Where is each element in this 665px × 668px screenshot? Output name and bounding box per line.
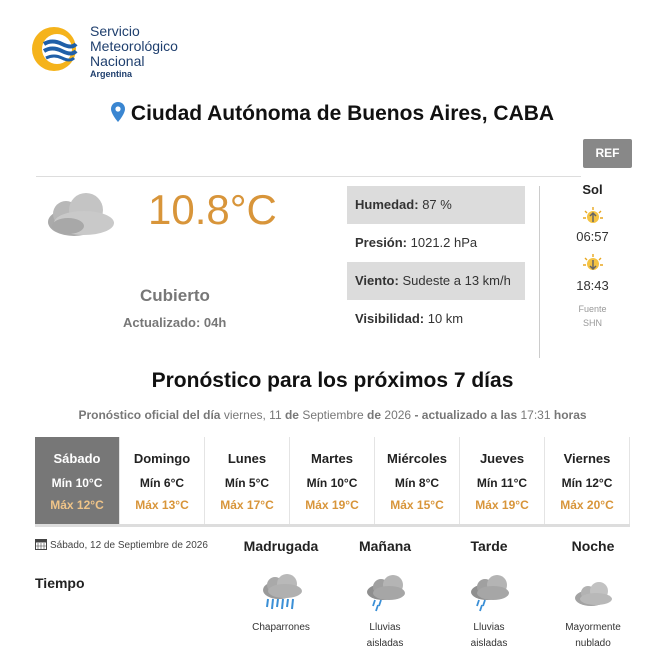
heavy-rain-cloud-icon <box>259 574 303 614</box>
condition-madrugada: Chaparrones <box>231 574 331 636</box>
source-label: Fuente <box>578 304 607 314</box>
selected-date: Sábado, 12 de Septiembre de 2026 <box>35 538 208 551</box>
location-name: Ciudad Autónoma de Buenos Aires, CABA <box>130 102 555 125</box>
location-title <box>0 102 665 126</box>
condition-manana: Lluvias aisladas <box>335 574 435 652</box>
forecast-title: Pronóstico para los próximos 7 días <box>151 369 514 392</box>
divider <box>36 176 581 177</box>
updated-time: Actualizado: 04h <box>123 315 227 330</box>
logo-line4: Argentina <box>90 69 133 79</box>
divider-vertical <box>539 186 540 358</box>
day-tab-saturday[interactable]: Sábado Mín 10°C Máx 12°C <box>35 437 120 524</box>
day-tab-sunday[interactable]: Domingo Mín 6°C Máx 13°C <box>120 437 205 524</box>
day-tab-thursday[interactable]: Jueves Mín 11°C Máx 19°C <box>460 437 545 524</box>
day-tab-tuesday[interactable]: Martes Mín 10°C Máx 19°C <box>290 437 375 524</box>
stat-pressure: Presión: 1021.2 hPa <box>355 235 478 250</box>
logo-line2: Meteorológico <box>90 38 178 54</box>
current-condition: Cubierto <box>140 286 210 305</box>
day-tab-friday[interactable]: Viernes Mín 12°C Máx 20°C <box>545 437 630 524</box>
cloud-icon <box>571 574 615 614</box>
day-tab-wednesday[interactable]: Miércoles Mín 8°C Máx 15°C <box>375 437 460 524</box>
stat-wind: Viento: Sudeste a 13 km/h <box>347 262 525 300</box>
condition-noche: Mayormente nublado <box>543 574 643 652</box>
tiempo-label: Tiempo <box>35 575 85 591</box>
stats-panel <box>347 186 525 338</box>
logo-line3: Nacional <box>90 53 145 69</box>
logo-line1: Servicio <box>90 23 140 39</box>
sunset-time: 18:43 <box>576 278 609 293</box>
condition-tarde: Lluvias aisladas <box>439 574 539 652</box>
day-tab-monday[interactable]: Lunes Mín 5°C Máx 17°C <box>205 437 290 524</box>
rain-cloud-icon <box>467 574 511 614</box>
rain-cloud-icon <box>363 574 407 614</box>
sunrise-time: 06:57 <box>576 229 609 244</box>
forecast-subtitle: Pronóstico oficial del día viernes, 11 de Septiembre de 2026 - actualizado a las 17:31 horas <box>78 408 587 422</box>
location-pin-icon <box>111 102 125 122</box>
days-tabs <box>35 437 630 527</box>
smn-logo-icon <box>30 24 80 74</box>
period-manana: Mañana <box>358 538 412 554</box>
sun-title: Sol <box>582 182 603 197</box>
sun-panel <box>565 182 620 329</box>
calendar-icon <box>35 538 47 550</box>
cloud-icon <box>44 190 116 238</box>
period-noche: Noche <box>571 538 615 554</box>
period-madrugada: Madrugada <box>243 538 319 554</box>
stat-humidity: Humedad: 87 % <box>347 186 525 224</box>
current-temperature: 10.8°C <box>148 186 277 233</box>
sunrise-icon <box>582 205 604 225</box>
ref-button[interactable]: REF <box>583 139 632 168</box>
period-tarde: Tarde <box>470 538 508 554</box>
sunset-icon <box>582 254 604 274</box>
smn-logo[interactable] <box>30 22 210 79</box>
stat-visibility: Visibilidad: 10 km <box>355 311 464 326</box>
source-name: SHN <box>582 318 602 328</box>
